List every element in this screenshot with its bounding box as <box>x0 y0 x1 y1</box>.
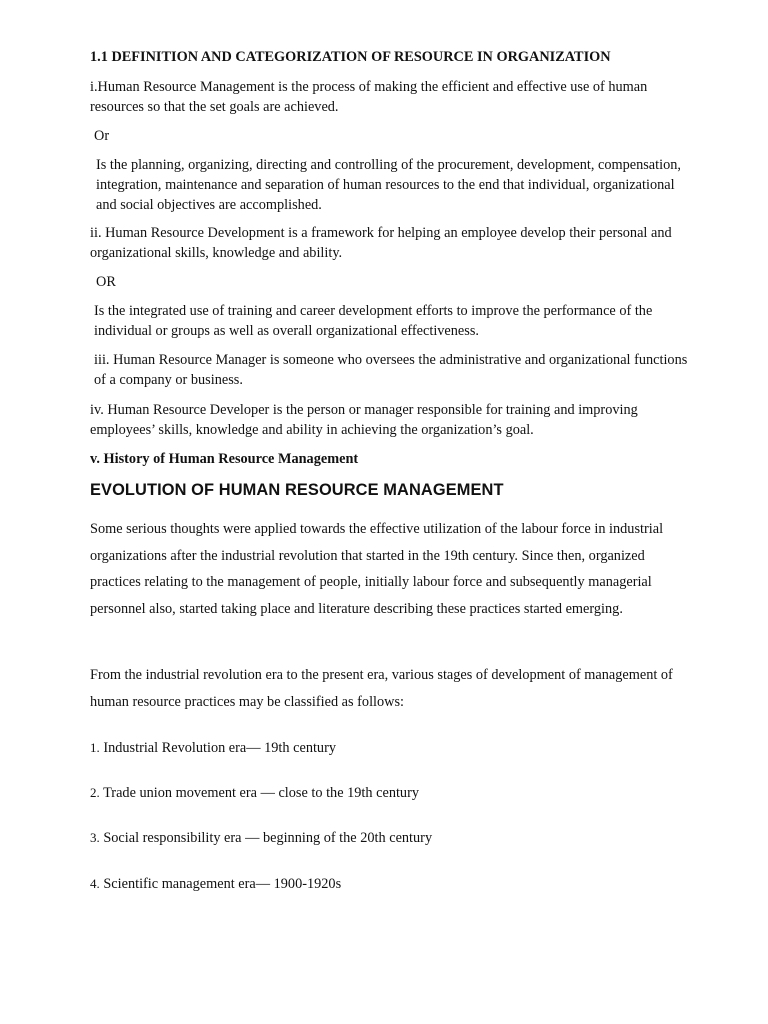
or-separator-1: Or <box>94 128 110 144</box>
hr-developer-definition: iv. Human Resource Developer is the person or manager responsible for training and improving employees’ skills, knowledge and ability in achieving the organization’s goal. <box>90 402 638 438</box>
hrm-definition-2: Is the planning, organizing, directing and controlling of the procurement, development, compensation, integration, maintenance and separation of human resources to the end that individual, organizational and social objectives are accomplished. <box>96 157 681 213</box>
era-list-item <box>90 783 690 803</box>
hrd-definition-1: ii. Human Resource Development is a framework for helping an employee develop their personal and organizational skills, knowledge and ability. <box>90 225 672 261</box>
era-list-item <box>90 738 690 758</box>
evolution-paragraph-1: Some serious thoughts were applied towards the effective utilization of the labour force in industrial organizations after the industrial revolution that started in the 19th century. Since then, organized practices relating to the management of people, initially labour force and subsequently managerial personnel also, started taking place and literature describing these practices started emerging. <box>90 521 664 617</box>
era-number: 1. <box>90 740 100 755</box>
hr-manager-definition: iii. Human Resource Manager is someone who oversees the administrative and organizational functions of a company or business. <box>94 352 688 388</box>
era-list-item <box>90 874 690 894</box>
era-list-item <box>90 828 690 848</box>
or-separator-2: OR <box>96 274 116 290</box>
section-heading: 1.1 DEFINITION AND CATEGORIZATION OF RESOURCE IN ORGANIZATION <box>90 49 611 65</box>
era-text: Scientific management era— 1900-1920s <box>103 876 342 892</box>
evolution-heading: EVOLUTION OF HUMAN RESOURCE MANAGEMENT <box>90 481 504 499</box>
era-number: 2. <box>90 785 100 800</box>
history-heading: v. History of Human Resource Management <box>90 451 359 467</box>
hrm-definition-1: i.Human Resource Management is the process of making the efficient and effective use of human resources so that the set goals are achieved. <box>90 79 648 115</box>
era-number: 3. <box>90 830 100 845</box>
era-text: Industrial Revolution era— 19th century <box>103 740 336 756</box>
era-text: Social responsibility era — beginning of the 20th century <box>103 830 433 846</box>
era-number: 4. <box>90 876 100 891</box>
era-text: Trade union movement era — close to the 19th century <box>103 785 419 801</box>
evolution-paragraph-2: From the industrial revolution era to the present era, various stages of development of management of human resource practices may be classified as follows: <box>90 667 673 710</box>
hrd-definition-2: Is the integrated use of training and career development efforts to improve the performance of the individual or groups as well as overall organizational effectiveness. <box>94 303 653 339</box>
